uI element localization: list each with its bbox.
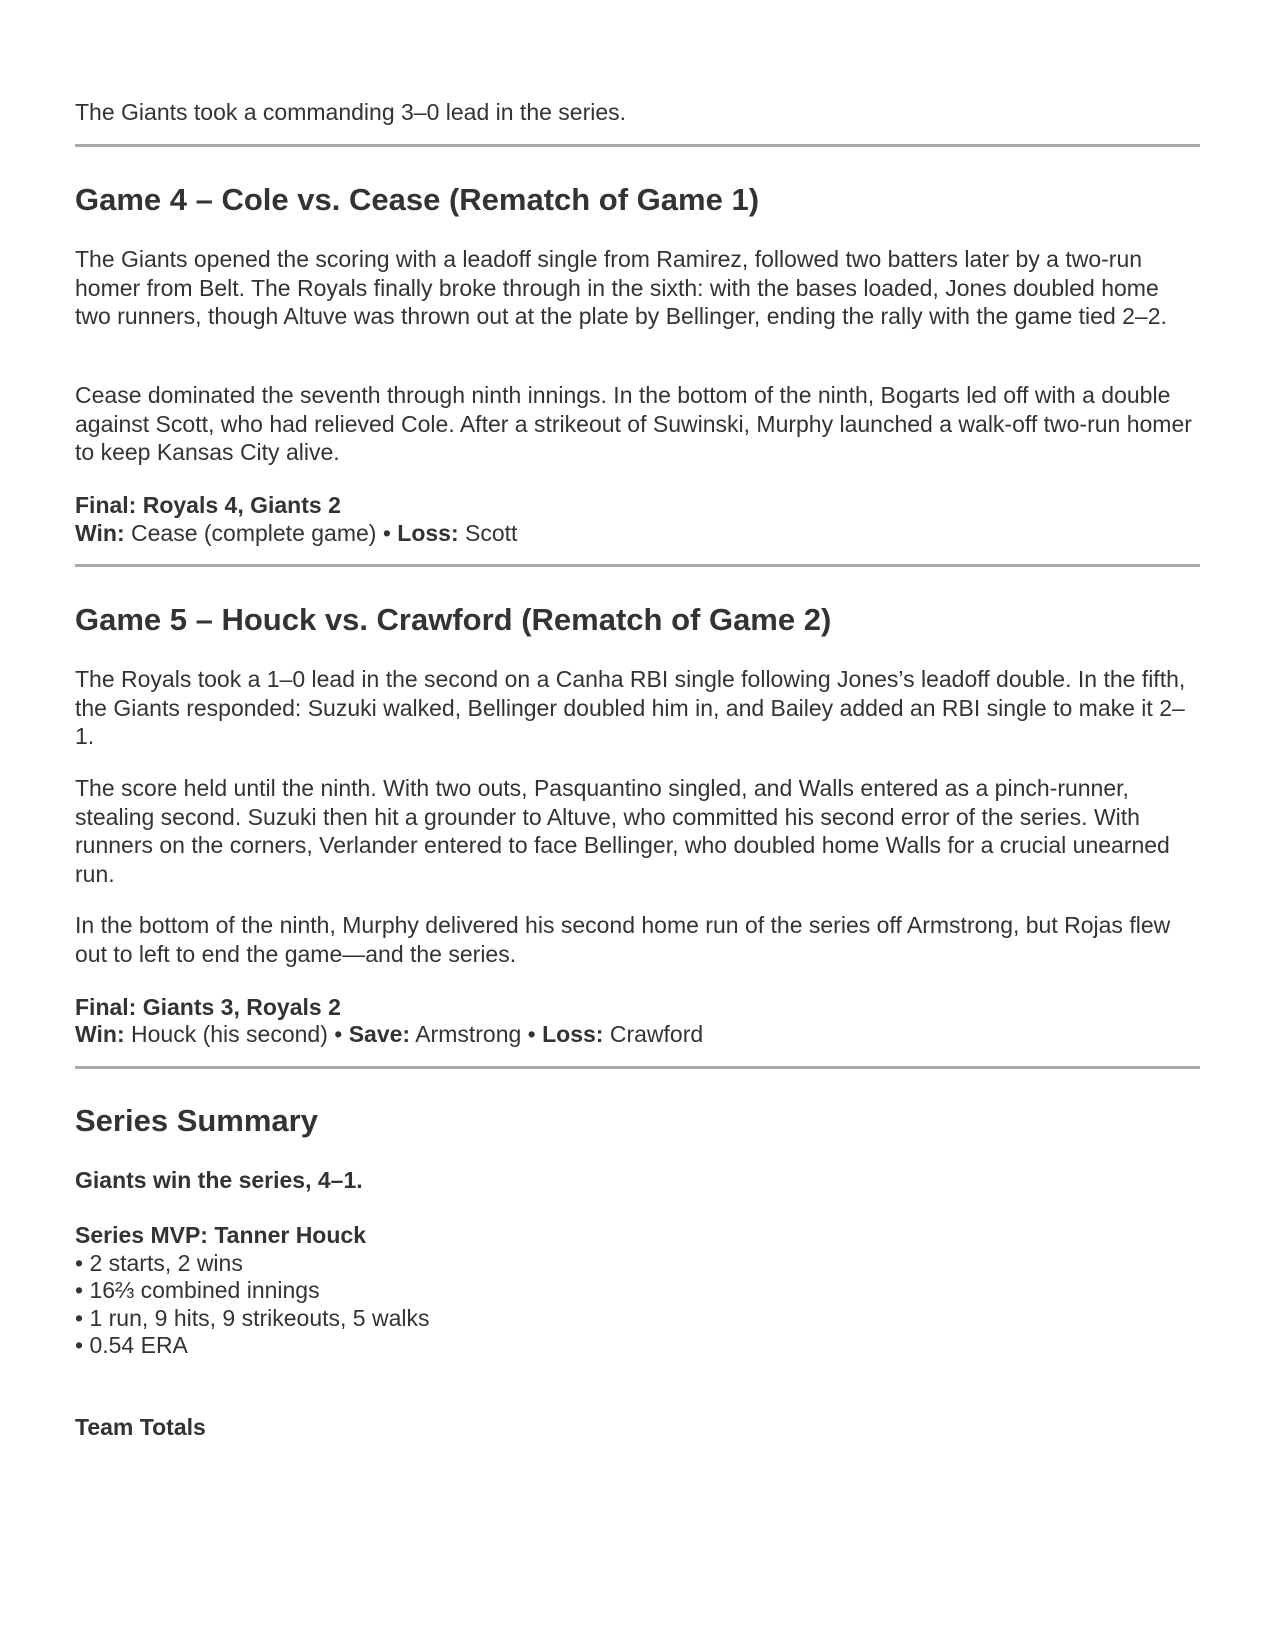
divider [75, 144, 1200, 147]
game4-heading: Game 4 – Cole vs. Cease (Rematch of Game 1) [75, 182, 760, 217]
win-label: Win: [75, 520, 125, 546]
game5-final-score: Final: Giants 3, Royals 2 [75, 994, 341, 1020]
loss-value: Scott [458, 520, 518, 546]
game5-heading: Game 5 – Houck vs. Crawford (Rematch of Game 2) [75, 602, 832, 637]
intro-text: The Giants took a commanding 3–0 lead in the series. [75, 99, 627, 125]
divider [75, 1066, 1200, 1069]
game5-paragraph-3: In the bottom of the ninth, Murphy delivered his second home run of the series off Armstrong, but Rojas flew out to left to end the game—and the series. [75, 912, 1171, 967]
game4-decisions [75, 519, 1200, 548]
game5-paragraph-1: The Royals took a 1–0 lead in the second on a Canha RBI single following Jones’s leadoff double. In the fifth, the Giants responded: Suzuki walked, Bellinger doubled him in, and Bailey added an RBI single to make it 2–1. [75, 666, 1186, 749]
win-value: Cease (complete game) • [124, 520, 398, 546]
win-value: Houck (his second) • [124, 1021, 349, 1047]
save-value: Armstrong • [410, 1021, 543, 1047]
game5-decisions [75, 1020, 1200, 1049]
team-totals-heading: Team Totals [75, 1414, 206, 1440]
game5-paragraph-2: The score held until the ninth. With two outs, Pasquantino singled, and Walls entered as a pinch-runner, stealing second. Suzuki then hit a grounder to Altuve, who committed his second error of the series. With runners on the corners, Verlander entered to face Bellinger, who doubled home Walls for a crucial unearned run. [75, 775, 1170, 887]
mvp-stat: • 16⅔ combined innings [75, 1277, 320, 1303]
divider [75, 564, 1200, 567]
win-label: Win: [75, 1021, 125, 1047]
game4-paragraph-1: The Giants opened the scoring with a leadoff single from Ramirez, followed two batters later by a two-run homer from Belt. The Royals finally broke through in the sixth: with the bases loaded, Jones doubled home two runners, though Altuve was thrown out at the plate by Bellinger, ending the rally with the game tied 2–2. [75, 246, 1167, 329]
mvp-stat: • 0.54 ERA [75, 1332, 188, 1358]
loss-value: Crawford [603, 1021, 704, 1047]
save-label: Save: [348, 1021, 411, 1047]
loss-label: Loss: [397, 520, 459, 546]
loss-label: Loss: [542, 1021, 604, 1047]
game4-final-score: Final: Royals 4, Giants 2 [75, 492, 341, 518]
mvp-stat: • 1 run, 9 hits, 9 strikeouts, 5 walks [75, 1305, 430, 1331]
mvp-stat: • 2 starts, 2 wins [75, 1250, 243, 1276]
series-summary-heading: Series Summary [75, 1103, 318, 1138]
series-result: Giants win the series, 4–1. [75, 1167, 363, 1193]
series-mvp: Series MVP: Tanner Houck [75, 1222, 366, 1248]
game4-paragraph-2: Cease dominated the seventh through ninth innings. In the bottom of the ninth, Bogarts led off with a double against Scott, who had relieved Cole. After a strikeout of Suwinski, Murphy launched a walk-off two-run homer to keep Kansas City alive. [75, 382, 1192, 465]
